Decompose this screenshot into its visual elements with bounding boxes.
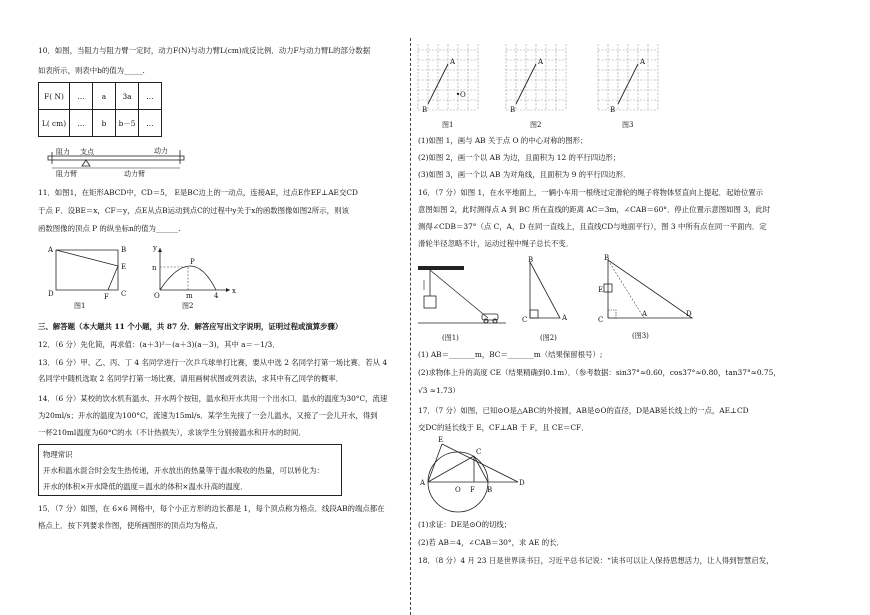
- q17-line1: 17．（7 分）如图，已知⊙O是△ABC的外接圆，AB是⊙O的直径，D是AB延长线上的一点，AE⊥CD: [418, 406, 749, 415]
- q16-answer-3: √3 ≈1.73）: [418, 386, 460, 395]
- q11-fig2: [146, 242, 236, 312]
- q15-line2: 格点上．按下列要求作图，使所画图形的顶点均为格点．: [38, 521, 223, 530]
- point-label: A: [642, 310, 648, 318]
- q17-line2: 交DC的延长线于 E，CF⊥AB 于 F，且 CE＝CF．: [418, 423, 589, 432]
- physics-note-box: [38, 444, 342, 496]
- grid-figure-3: [598, 44, 658, 130]
- point-label: B: [610, 106, 616, 114]
- point-label: E: [598, 286, 604, 294]
- table-cell: 3a: [116, 83, 139, 110]
- figure-caption: 图1: [442, 121, 454, 129]
- q17-answer-2: (2)若 AB＝4，∠CAB＝30°，求 AE 的长．: [418, 538, 564, 547]
- figure-caption: (图3): [632, 332, 649, 340]
- q14-line1: 14．（6 分）某校的饮水机有温水、开水两个按钮，温水和开水共用一个出水口．温水的温度为30°C，流速: [38, 394, 388, 403]
- point-label: A: [562, 314, 568, 322]
- grid-figure-2: [506, 44, 566, 130]
- q14-line2: 为20ml/s；开水的温度为100°C，流速为15ml/s．某学生先接了一会儿温水，又接了一会儿开水，得到: [38, 411, 378, 420]
- point-label: B: [510, 106, 516, 114]
- q16-answer-2: (2)求物体上升的高度 CE（结果精确到0.1m）．（参考数据：sin37°≈0.60，cos37°≈0.80，tan37°≈0.75，: [418, 368, 781, 377]
- pulley-figure-1: [418, 260, 508, 346]
- q15-item-2: (2)如图 2，画一个以 AB 为边，且面积为 12 的平行四边形；: [418, 153, 621, 162]
- axis-label: x: [232, 287, 236, 295]
- q18-line1: 18．（8 分）4 月 23 日是世界读书日，习近平总书记说：“读书可以让人保持思想活力，让人得到智慧启发，: [418, 556, 774, 565]
- point-label: F: [104, 293, 109, 301]
- lever-diagram: [42, 146, 192, 176]
- right-column: [416, 0, 846, 615]
- point-label: O: [154, 292, 160, 300]
- point-label: C: [476, 448, 482, 456]
- point-label: B: [422, 106, 428, 114]
- point-label: B: [604, 254, 610, 262]
- physics-title: 物理常识: [43, 450, 73, 459]
- point-label: B: [121, 246, 127, 254]
- q16-line1: 16．（7 分）如图 1，在水平地面上，一辆小车用一根绕过定滑轮的绳子将物体竖直向上提起．起始位置示: [418, 188, 763, 197]
- point-label: D: [686, 310, 692, 318]
- figure-caption: 图1: [74, 302, 86, 310]
- lever-resist-label: 阻力: [56, 148, 70, 156]
- q15-item-1: (1)如图 1，画与 AB 关于点 O 的中心对称的图形；: [418, 136, 588, 145]
- q13-line1: 13．（6 分）甲、乙、丙、丁 4 名同学进行一次乒乓球单打比赛，要从中选 2 名同学打第一场比赛．若从 4: [38, 358, 388, 367]
- grid-figure-1: [418, 44, 478, 130]
- point-label: A: [48, 246, 54, 254]
- q10-table: [38, 82, 162, 137]
- q10-line2: 如表所示，则表中b的值为_____.: [38, 66, 145, 75]
- lever-force-label: 动力: [154, 147, 168, 155]
- grid-lines: [598, 44, 658, 110]
- pulley-figure-3: [596, 254, 696, 346]
- q16-line3: 测得∠CDB＝37°（点 C，A，D 在同一直线上，且直线CD与地面平行），图 3 中所有点在同一平面内．定: [418, 222, 767, 231]
- q15-line1: 15．（7 分）如图，在 6×6 网格中，每个小正方形的边长都是 1，每个顶点称为格点．线段AB的端点都在: [38, 504, 385, 513]
- q11-line2: 于点 F．设BE＝x，CF＝y，点E从点B运动到点C的过程中y关于x的函数图像如图2所示，则该: [38, 206, 349, 215]
- grid-lines: [506, 44, 566, 110]
- q10-line1: 10．如图，当阻力与阻力臂一定时，动力F(N)与动力臂L(cm)成反比例．动力F与动力臂L的部分数据: [38, 46, 371, 55]
- q14-line3: 一杯210ml温度为60°C的水（不计热损失），求该学生分别接温水和开水的时间．: [38, 428, 306, 437]
- point-label: D: [519, 479, 525, 487]
- physics-line2: 开水的体积×开水降低的温度＝温水的体积×温水升高的温度．: [43, 482, 248, 491]
- physics-line1: 开水和温水混合时会发生热传递，开水放出的热量等于温水吸收的热量，可以转化为：: [43, 466, 324, 475]
- q16-answer-1: (1) AB＝_______m，BC＝_______m（结果保留根号）;: [418, 350, 603, 359]
- q17-circle-figure: [418, 434, 528, 514]
- figure-caption: (图1): [442, 334, 459, 342]
- point-label: F: [470, 486, 475, 494]
- point-label: E: [121, 263, 127, 271]
- point-label: D: [48, 290, 54, 298]
- point-label: E: [438, 436, 444, 444]
- q11-line3: 函数图像的顶点 P 的纵坐标n的值为______.: [38, 224, 181, 233]
- lever-pivot-label: 支点: [80, 148, 94, 156]
- point-label: O: [455, 486, 461, 494]
- point-label: P: [190, 258, 195, 266]
- grid-lines: [418, 44, 478, 110]
- point-label: B: [528, 256, 534, 264]
- figure-caption: 图3: [622, 121, 634, 129]
- axis-label: 4: [214, 292, 219, 300]
- table-cell: …: [70, 83, 93, 110]
- point-label: C: [598, 316, 604, 324]
- q16-line4: 滑轮半径忽略不计，运动过程中绳子总长不变．: [418, 239, 574, 248]
- lever-force-arm-label: 动力臂: [124, 170, 145, 178]
- table-cell: a: [93, 83, 116, 110]
- axis-label: n: [152, 264, 157, 272]
- pulley-figure-2: [520, 256, 590, 346]
- table-cell: …: [70, 110, 93, 137]
- table-cell: b: [93, 110, 116, 137]
- table-cell: L( cm): [39, 110, 70, 137]
- axis-label: m: [186, 292, 193, 300]
- figure-caption: 图2: [530, 121, 542, 129]
- q11-fig1: [46, 244, 136, 310]
- point-label: A: [420, 479, 426, 487]
- table-cell: …: [139, 83, 162, 110]
- left-column: [34, 0, 416, 615]
- point-label: C: [121, 290, 127, 298]
- table-cell: F( N): [39, 83, 70, 110]
- point-label: A: [538, 58, 544, 66]
- point-label: C: [522, 316, 528, 324]
- section-3-heading: 三、解答题（本大题共 11 个小题，共 87 分．解答应写出文字说明，证明过程或演算步骤）: [38, 322, 343, 331]
- figure-caption: 图2: [182, 302, 194, 310]
- table-cell: …: [139, 110, 162, 137]
- point-label: A: [450, 58, 456, 66]
- q16-line2: 意图如图 2，此时测得点 A 到 BC 所在直线的距离 AC＝3m，∠CAB＝60°．停止位置示意图如图 3，此时: [418, 205, 771, 214]
- q17-answer-1: (1)求证：DE是⊙O的切线；: [418, 520, 512, 529]
- q15-item-3: (3)如图 3，画一个以 AB 为对角线，且面积为 9 的平行四边形．: [418, 170, 631, 179]
- q12: 12．（6 分）先化简，再求值：(a＋3)²－(a＋3)(a－3)，其中 a＝－1/3．: [38, 340, 280, 349]
- figure-caption: (图2): [540, 334, 557, 342]
- point-label: A: [640, 58, 646, 66]
- table-cell: b－5: [116, 110, 139, 137]
- lever-resist-arm-label: 阻力臂: [56, 170, 77, 178]
- point-label: O: [460, 91, 466, 99]
- q11-line1: 11．如图1，在矩形ABCD中，CD＝5， E是BC边上的一动点，连接AE，过点E作EF⊥AE交CD: [38, 188, 358, 197]
- q13-line2: 名同学中随机选取 2 名同学打第一场比赛，请用画树状图或列表法，求其中有乙同学的概率．: [38, 374, 344, 383]
- axis-label: y: [153, 244, 157, 252]
- point-label: B: [487, 486, 493, 494]
